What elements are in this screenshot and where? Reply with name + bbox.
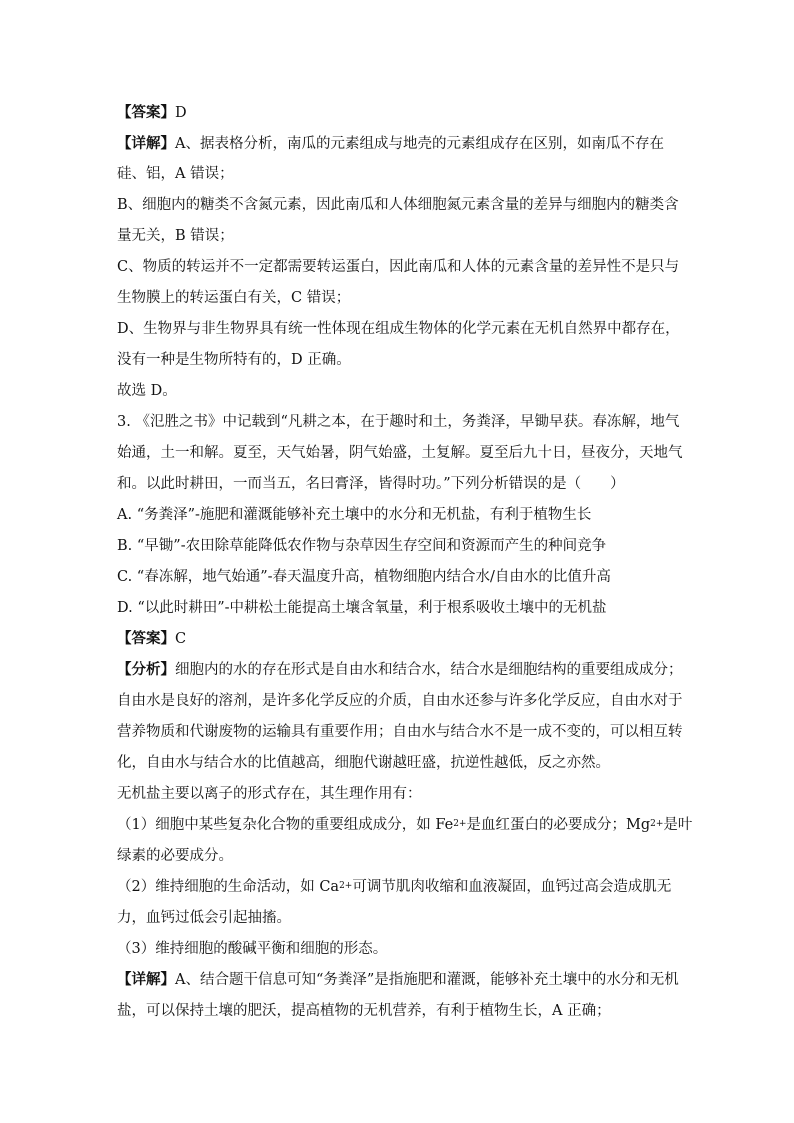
explanation-line: 【详解】A、据表格分析，南瓜的元素组成与地壳的元素组成存在区别，如南瓜不存在 bbox=[117, 135, 664, 152]
text-line: 化，自由水与结合水的比值越高，细胞代谢越旺盛，抗逆性越低，反之亦然。 bbox=[117, 755, 610, 771]
question-line: 3. 《氾胜之书》中记载到“凡耕之本，在于趣时和土，务粪泽，早锄早获。春冻解，地气 bbox=[117, 414, 680, 430]
explanation-label: 【详解】 bbox=[117, 135, 175, 152]
text-line: 盐，可以保持土壤的肥沃，提高植物的无机营养，有利于植物生长，A 正确； bbox=[117, 1003, 611, 1019]
text-line: 力，血钙过低会引起抽搐。 bbox=[117, 910, 291, 926]
analysis-label: 【分析】 bbox=[117, 661, 175, 678]
text-line: 绿素的必要成分。 bbox=[117, 848, 233, 864]
answer-label: 【答案】 bbox=[117, 104, 175, 121]
text-line: 营养物质和代谢废物的运输具有重要作用；自由水与结合水不是一成不变的，可以相互转 bbox=[117, 724, 683, 740]
text-line: 故选 D。 bbox=[117, 383, 177, 399]
answer-label: 【答案】 bbox=[117, 630, 175, 647]
explanation-label: 【详解】 bbox=[117, 971, 175, 988]
text-line: C、物质的转运并不一定都需要转运蛋白，因此南瓜和人体的元素含量的差异性不是只与 bbox=[117, 259, 680, 275]
text-line: （1）细胞中某些复杂化合物的重要组成成分，如 $Fe^{2+}$是血红蛋白的必要成分；$Mg^{2+}$是叶 bbox=[117, 817, 693, 833]
answer-line: 【答案】D bbox=[117, 104, 187, 121]
text-line: （2）维持细胞的生命活动，如 $Ca^{2+}$可调节肌肉收缩和血液凝固，血钙过高会造成肌无 bbox=[117, 879, 672, 895]
analysis-line: 【分析】细胞内的水的存在形式是自由水和结合水，结合水是细胞结构的重要组成成分； bbox=[117, 661, 683, 678]
option-a: A. “务粪泽”-施肥和灌溉能够补充土壤中的水分和无机盐，有利于植物生长 bbox=[117, 507, 592, 523]
question-line: 和。以此时耕田，一而当五，名曰膏泽，皆得时功。”下列分析错误的是（ ） bbox=[117, 476, 625, 492]
question-line: 始通，土一和解。夏至，天气始暑，阴气始盛，土复解。夏至后九十日，昼夜分，天地气 bbox=[117, 445, 683, 461]
explanation-line: 【详解】A、结合题干信息可知“务粪泽”是指施肥和灌溉，能够补充土壤中的水分和无机 bbox=[117, 971, 679, 988]
text-line: （3）维持细胞的酸碱平衡和细胞的形态。 bbox=[117, 941, 388, 957]
option-c: C. “春冻解，地气始通”-春天温度升高，植物细胞内结合水/自由水的比值升高 bbox=[117, 569, 611, 585]
text-line: D、生物界与非生物界具有统一性体现在组成生物体的化学元素在无机自然界中都存在， bbox=[117, 321, 680, 337]
option-d: D. “以此时耕田”-中耕松土能提高土壤含氧量，利于根系吸收土壤中的无机盐 bbox=[117, 600, 607, 616]
option-b: B. “早锄”-农田除草能降低农作物与杂草因生存空间和资源而产生的种间竞争 bbox=[117, 538, 607, 554]
text-line: 无机盐主要以离子的形式存在，其生理作用有： bbox=[117, 786, 422, 802]
text-line: 硅、铝，A 错误； bbox=[117, 166, 234, 182]
text-line: B、细胞内的糖类不含氮元素，因此南瓜和人体细胞氮元素含量的差异与细胞内的糖类含 bbox=[117, 197, 679, 213]
answer-line: 【答案】C bbox=[117, 630, 187, 647]
text-line: 生物膜上的转运蛋白有关，C 错误； bbox=[117, 290, 351, 306]
text-line: 没有一种是生物所特有的，D 正确。 bbox=[117, 352, 351, 368]
text-line: 量无关，B 错误； bbox=[117, 228, 234, 244]
text-line: 自由水是良好的溶剂，是许多化学反应的介质，自由水还参与许多化学反应，自由水对于 bbox=[117, 693, 683, 709]
